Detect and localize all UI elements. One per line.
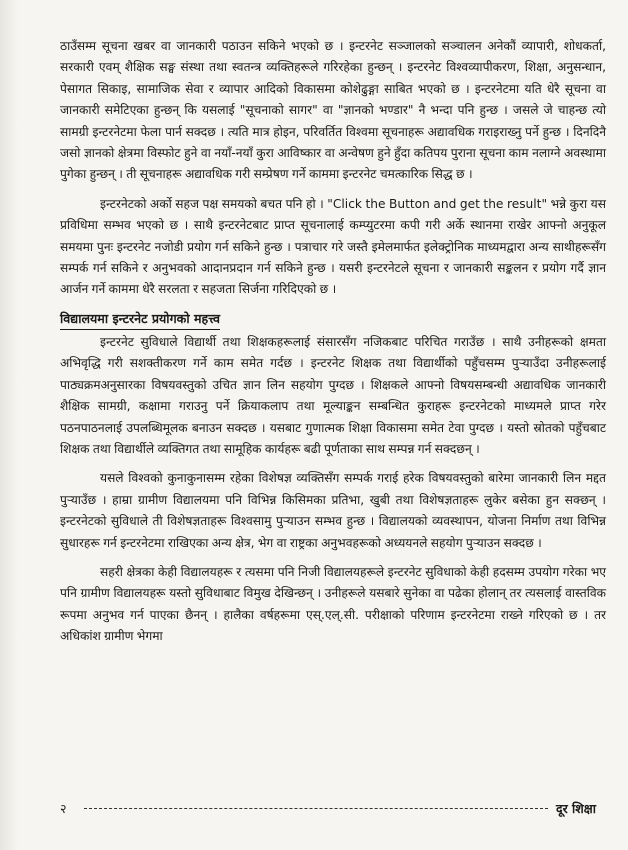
footer-dashed-rule (84, 808, 548, 809)
paragraph-time-saving: इन्टरनेटको अर्को सहज पक्ष समयको बचत पनि हो । "Click the Button and get the result" भन्ने कुरा यस प्रविधिमा सम्भव भएको छ । साथै इन्टरनेटबाट प्राप्त सूचनालाई कम्प्युटरमा कपी गरी अर्के स्थानमा राखेर आफ्नो अनुकूल समयमा पुनः इन्टरनेट नजोडी प्रयोग गर्न सकिने हुन्छ । पत्राचार गरे जस्तै इमेलमार्फत इलेक्ट्रोनिक माध्यमद्वारा अन्य साथीहरूसँग सम्पर्क गर्न सकिने र अनुभवको आदानप्रदान गर्न सकिने हुन्छ । यसरी इन्टरनेटले सूचना र जानकारी सङ्कलन र प्रयोग गर्दै ज्ञान आर्जन गर्ने काममा धेरै सरलता र सहजता सिर्जना गरिदिएको छ । (60, 196, 606, 297)
paragraph-expert-contact: यसले विश्वको कुनाकुनासम्म रहेका विशेषज्ञ व्यक्तिसँग सम्पर्क गराई हरेक विषयवस्तुको बारेमा जानकारी लिन मद्दत पुऱ्याउँछ । हाम्रा ग्रामीण विद्यालयमा पनि विभिन्न किसिमका प्रतिभा, खुबी तथा विशेषज्ञताहरू लुकेर बसेका हुन सक्छन् । इन्टरनेटको सुविधाले ती विशेषज्ञताहरू विश्वसामु पुऱ्याउन सम्भव हुन्छ । विद्यालयको व्यवस्थापन, योजना निर्माण तथा विभिन्न सुधारहरू गर्न इन्टरनेटमा राखिएका अन्य क्षेत्र, भेग वा राष्ट्रका अनुभवहरूको अध्ययनले सहयोग पुऱ्याउन सक्दछ । (60, 471, 606, 550)
paragraph-school-benefits: इन्टरनेट सुविधाले विद्यार्थी तथा शिक्षकहरूलाई संसारसँग नजिकबाट परिचित गराउँछ । साथै उनीहरूको क्षमता अभिवृद्धि गरी सशक्तीकरण गर्ने काम समेत गर्दछ । इन्टरनेट शिक्षक तथा विद्यार्थीको पहुँचसम्म पुऱ्याउँदा उनीहरूलाई पाठ्यक्रमअनुसारका विषयवस्तुको उचित ज्ञान लिन सहयोग पुग्दछ । शिक्षकले आफ्नो विषयसम्बन्धी अद्यावधिक जानकारी शैक्षिक सामग्री, कक्षामा गराउनु पर्ने क्रियाकलाप तथा मूल्याङ्कन सम्बन्धित कुराहरू इन्टरनेटको माध्यमले प्राप्त गरेर पठनपाठनलाई उपलब्धिमूलक बनाउन सक्दछ । यसबाट गुणात्मक शिक्षा विकासमा समेत टेवा पुग्दछ । यस्तो स्रोतको पहुँचबाट शिक्षक तथा विद्यार्थीले व्यक्तिगत तथा सामूहिक कार्यहरू बढी पूर्णताका साथ सम्पन्न गर्न सक्दछन् । (60, 334, 606, 456)
paragraph-urban-rural: सहरी क्षेत्रका केही विद्यालयहरू र त्यसमा पनि निजी विद्यालयहरूले इन्टरनेट सुविधाको केही हदसम्म उपयोग गरेका भए पनि ग्रामीण विद्यालयहरू यस्तो सुविधाबाट विमुख देखिन्छन् । उनीहरूले यसबारे सुनेका वा पढेका होलान् तर त्यसलाई वास्तविक रूपमा अनुभव गर्न पाएका छैनन् । हालैका वर्षहरूमा एस्.एल्.सी. परीक्षाको परिणाम इन्टरनेटमा राख्ने गरिएको छ । तर अधिकांश ग्रामीण भेगमा (60, 564, 606, 644)
page-number: २ (60, 801, 67, 816)
publication-title: दूर शिक्षा (555, 801, 596, 816)
paragraph-internet-knowledge: ठाउँसम्म सूचना खबर वा जानकारी पठाउन सकिने भएको छ । इन्टरनेट सञ्जालको सञ्चालन अनेकौं व्यापारी, शोधकर्ता, सरकारी एवम् शैक्षिक सङ्घ संस्था तथा स्वतन्त्र व्यक्तिहरूले गरिरहेका हुन्छन् । इन्टरनेट विश्वव्यापीकरण, शिक्षा, अनुसन्धान, पेसागत सिकाइ, सामाजिक सेवा र व्यापार आदिको विकासमा कोशेढुङ्गा साबित भएको छ । इन्टरनेटमा यति धेरै सूचना वा जानकारी समेटिएका हुन्छन् कि यसलाई "सूचनाको सागर" वा "ज्ञानको भण्डार" नै भन्दा पनि हुन्छ । जसले जे चाहन्छ त्यो सामग्री इन्टरनेटमा फेला पार्न सक्दछ । त्यति मात्र होइन, परिवर्तित विश्वमा सूचनाहरू अद्यावधिक गराइराख्नु पर्ने हुन्छ । दिनदिनै जसो ज्ञानको क्षेत्रमा विस्फोट हुने वा नयाँ-नयाँ कुरा आविष्कार वा अन्वेषण हुने हुँदा कतिपय पुराना सूचना काम नलाग्ने अवस्थामा पुगेका हुन्छन् । ती सूचनाहरू अद्यावधिक गरी सम्प्रेषण गर्ने काममा इन्टरनेट चमत्कारिक सिद्ध छ । (60, 39, 606, 182)
page-footer (60, 800, 596, 817)
section-heading: विद्यालयमा इन्टरनेट प्रयोगको महत्त्व (60, 309, 220, 330)
section-heading-wrapper (60, 301, 606, 332)
